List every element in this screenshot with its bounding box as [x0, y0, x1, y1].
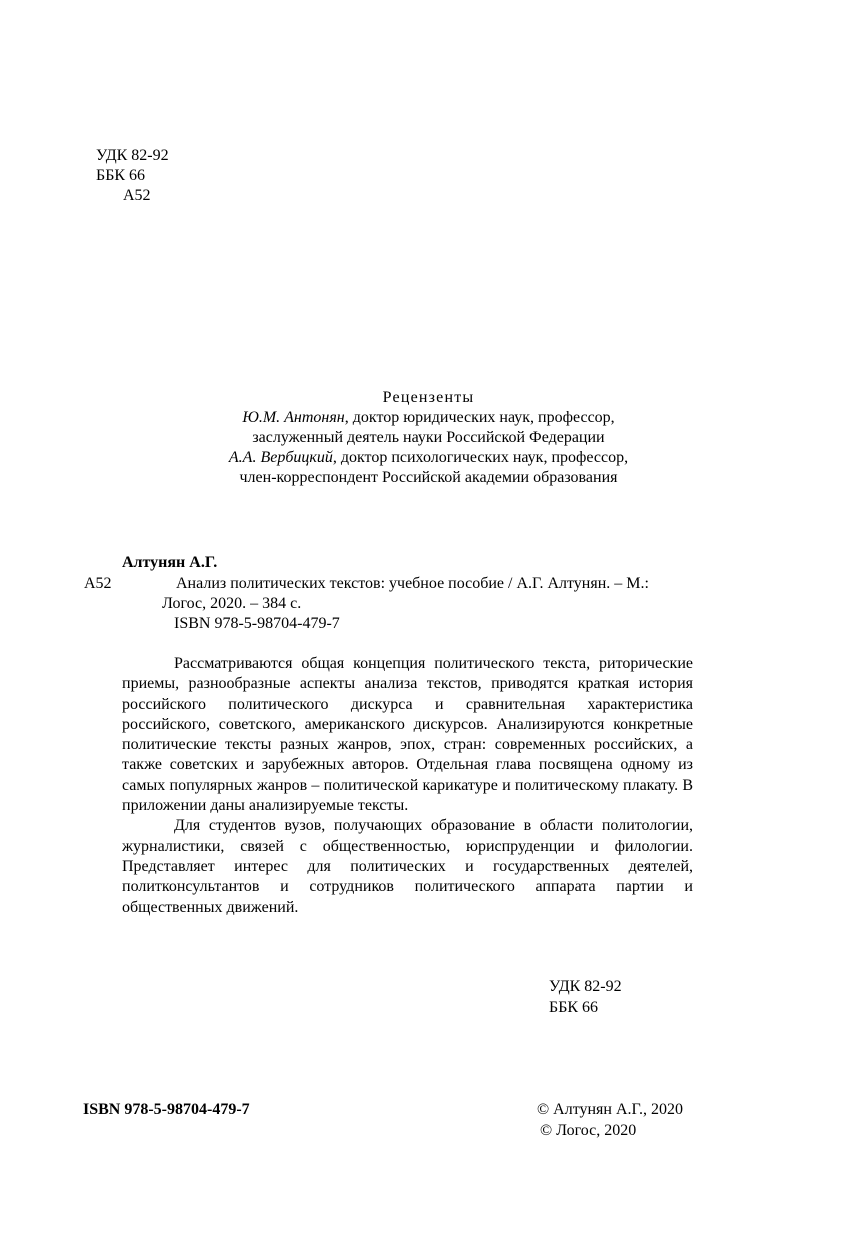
- bibliographic-record: [162, 574, 649, 634]
- author-code: А52: [123, 187, 151, 204]
- footer-udk-code: УДК 82-92: [549, 978, 622, 995]
- udk-code: УДК 82-92: [96, 147, 169, 164]
- copyright-publisher: © Логос, 2020: [540, 1122, 637, 1139]
- reviewer-2-line-1: [0, 448, 857, 468]
- annotation-paragraph: Для студентов вузов, получающих образование в области политологии, журналистики, связей с общественностью, юриспруденции и филологии. Представляет интерес для политических и государственных деятелей, политконсультантов и сотрудников политического аппарата партии и общественных движений.: [122, 817, 693, 916]
- reviewer-1-name: Ю.М. Антонян: [242, 409, 345, 426]
- biblio-title-line: Анализ политических текстов: учебное пособие / А.Г. Алтунян. – М.:: [176, 575, 649, 592]
- reviewer-1-line-2: заслуженный деятель науки Российской Федерации: [252, 429, 605, 446]
- reviewers-title: Рецензенты: [382, 389, 475, 406]
- reviewer-1-credentials: , доктор юридических наук, профессор,: [344, 409, 615, 426]
- footer-bbk-code: ББК 66: [549, 999, 599, 1016]
- classification-codes-footer: [549, 977, 622, 1019]
- copyright-author: © Алтунян А.Г., 2020: [537, 1101, 683, 1118]
- copyright-block: [537, 1100, 683, 1142]
- bbk-code: ББК 66: [96, 167, 146, 184]
- reviewers-block: [0, 388, 857, 488]
- biblio-isbn-line: ISBN 978-5-98704-479-7: [174, 615, 340, 632]
- reviewer-2-name: А.А. Вербицкий: [228, 449, 333, 466]
- annotation-paragraph: Рассматриваются общая концепция политического текста, риторические приемы, разнообразные аспекты анализа текстов, приводятся краткая история российского политического дискурса и сравнительная характеристика российского, советского, американского дискурсов. Анализируются конкретные политические тексты разных жанров, эпох, стран: современных российских, а также советских и зарубежных авторов. Отдельная глава посвящена одному из самых популярных жанров – политической карикатуре и политическому плакату. В приложении даны анализируемые тексты.: [122, 655, 693, 815]
- biblio-publisher-line: Логос, 2020. – 384 с.: [162, 595, 302, 612]
- annotation: [122, 654, 693, 918]
- catalog-author: Алтунян А.Г.: [122, 554, 218, 571]
- isbn: ISBN 978-5-98704-479-7: [83, 1101, 250, 1118]
- reviewer-2-line-2: член-корреспондент Российской академии образования: [239, 469, 618, 486]
- classification-codes-header: [96, 146, 169, 206]
- catalog-code: А52: [84, 575, 112, 592]
- reviewer-1-line-1: [0, 408, 857, 428]
- reviewer-2-credentials: , доктор психологических наук, профессор,: [332, 449, 629, 466]
